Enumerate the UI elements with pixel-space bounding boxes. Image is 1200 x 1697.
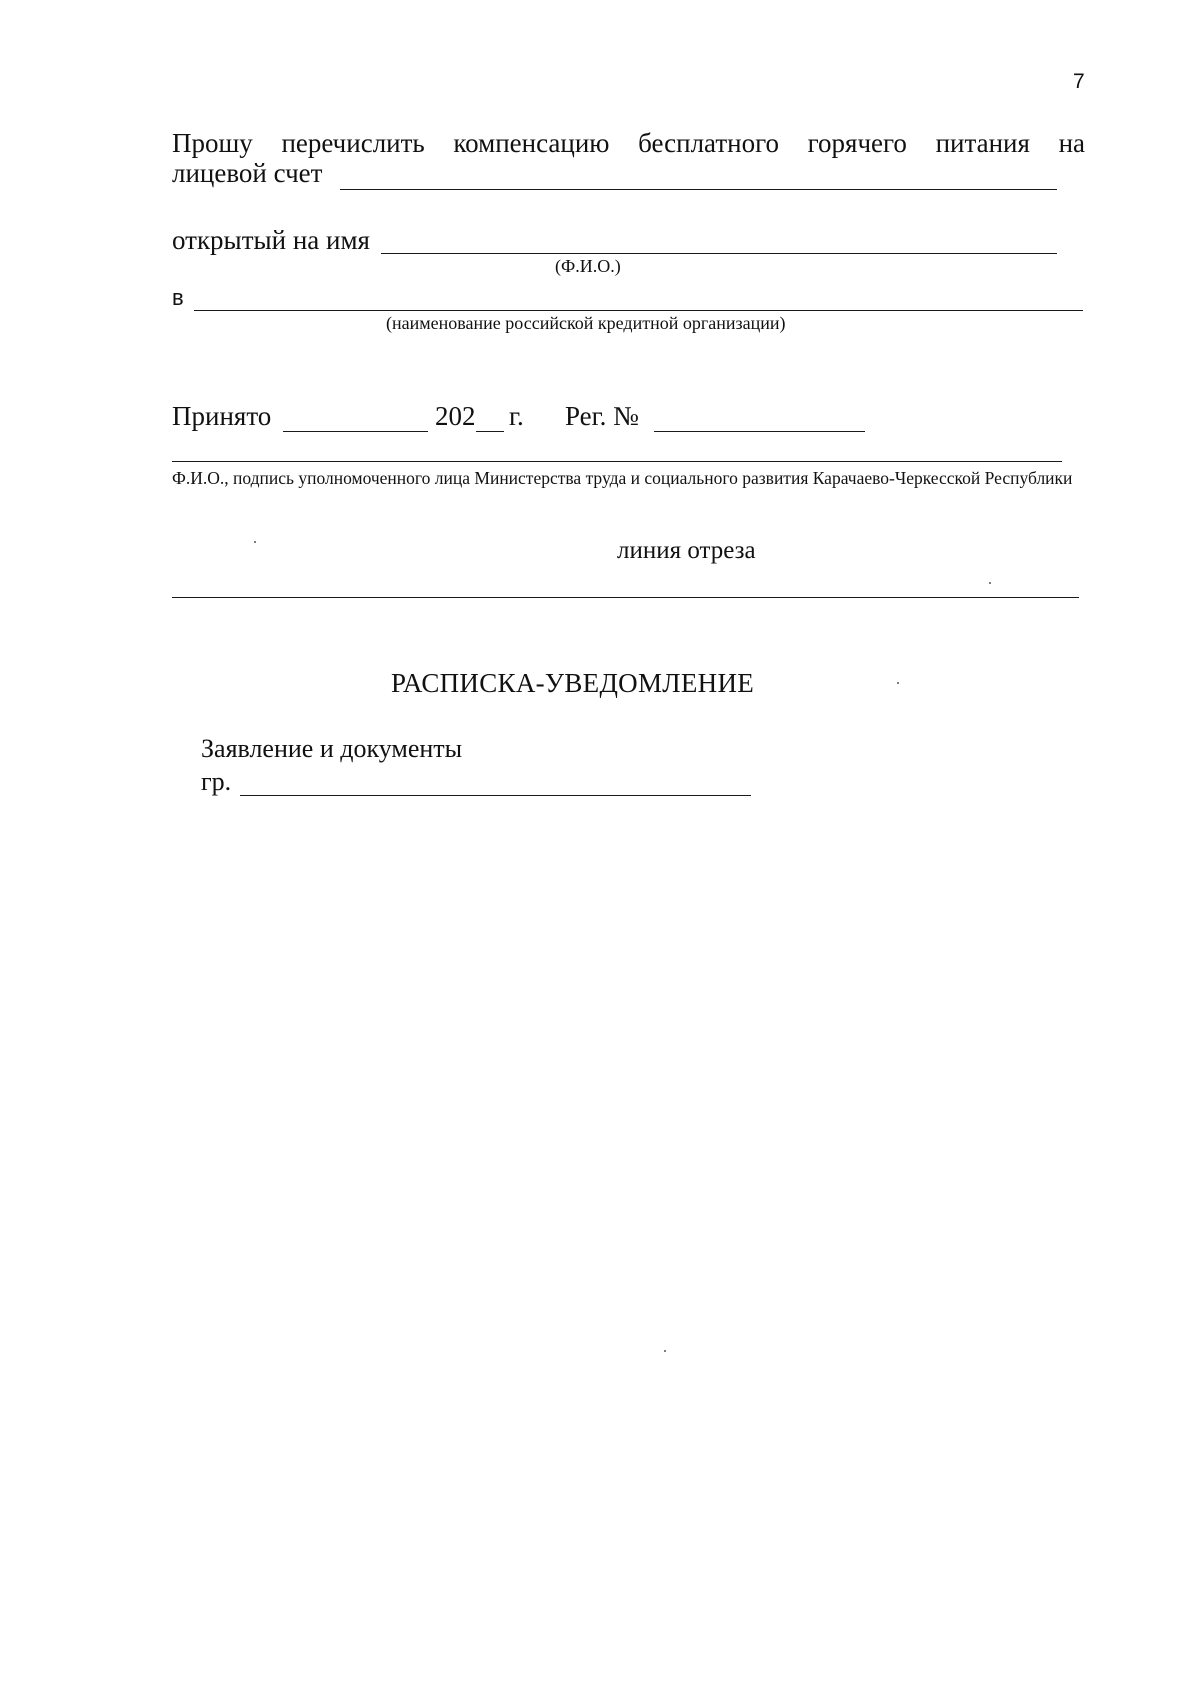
year-field[interactable] bbox=[476, 431, 504, 432]
documents-label: Заявление и документы bbox=[201, 734, 463, 763]
scan-speck bbox=[254, 541, 256, 543]
citizen-name-field[interactable] bbox=[240, 795, 751, 796]
registration-number-label: Рег. № bbox=[565, 401, 639, 431]
year-label: 202 bbox=[435, 401, 476, 431]
request-text: Прошу перечислить компенсацию бесплатного горячего питания на bbox=[172, 128, 1085, 158]
signature-caption: Ф.И.О., подпись уполномоченного лица Министерства труда и социального развития Карачаево-Черкесской Республики bbox=[172, 468, 1073, 488]
bank-name-caption: (наименование российской кредитной организации) bbox=[386, 313, 786, 333]
signature-field[interactable] bbox=[172, 461, 1062, 462]
cut-line-label: линия отреза bbox=[617, 537, 756, 564]
account-label: лицевой счет bbox=[172, 158, 323, 188]
scan-speck bbox=[664, 1350, 666, 1352]
page-number: 7 bbox=[1073, 70, 1085, 93]
registration-number-field[interactable] bbox=[654, 431, 865, 432]
bank-name-field[interactable] bbox=[194, 310, 1083, 311]
account-holder-name-field[interactable] bbox=[381, 253, 1057, 254]
scan-speck bbox=[989, 582, 991, 584]
citizen-label: гр. bbox=[201, 767, 232, 796]
accepted-date-field[interactable] bbox=[283, 431, 428, 432]
year-suffix: г. bbox=[509, 401, 524, 431]
opened-in-name-label: открытый на имя bbox=[172, 225, 370, 255]
bank-prefix: в bbox=[172, 285, 184, 310]
account-number-field[interactable] bbox=[340, 189, 1057, 190]
receipt-title: РАСПИСКА-УВЕДОМЛЕНИЕ bbox=[391, 668, 755, 698]
cut-line bbox=[172, 597, 1079, 598]
scan-speck bbox=[897, 682, 899, 684]
accepted-label: Принято bbox=[172, 401, 272, 431]
full-name-caption: (Ф.И.О.) bbox=[555, 256, 621, 276]
